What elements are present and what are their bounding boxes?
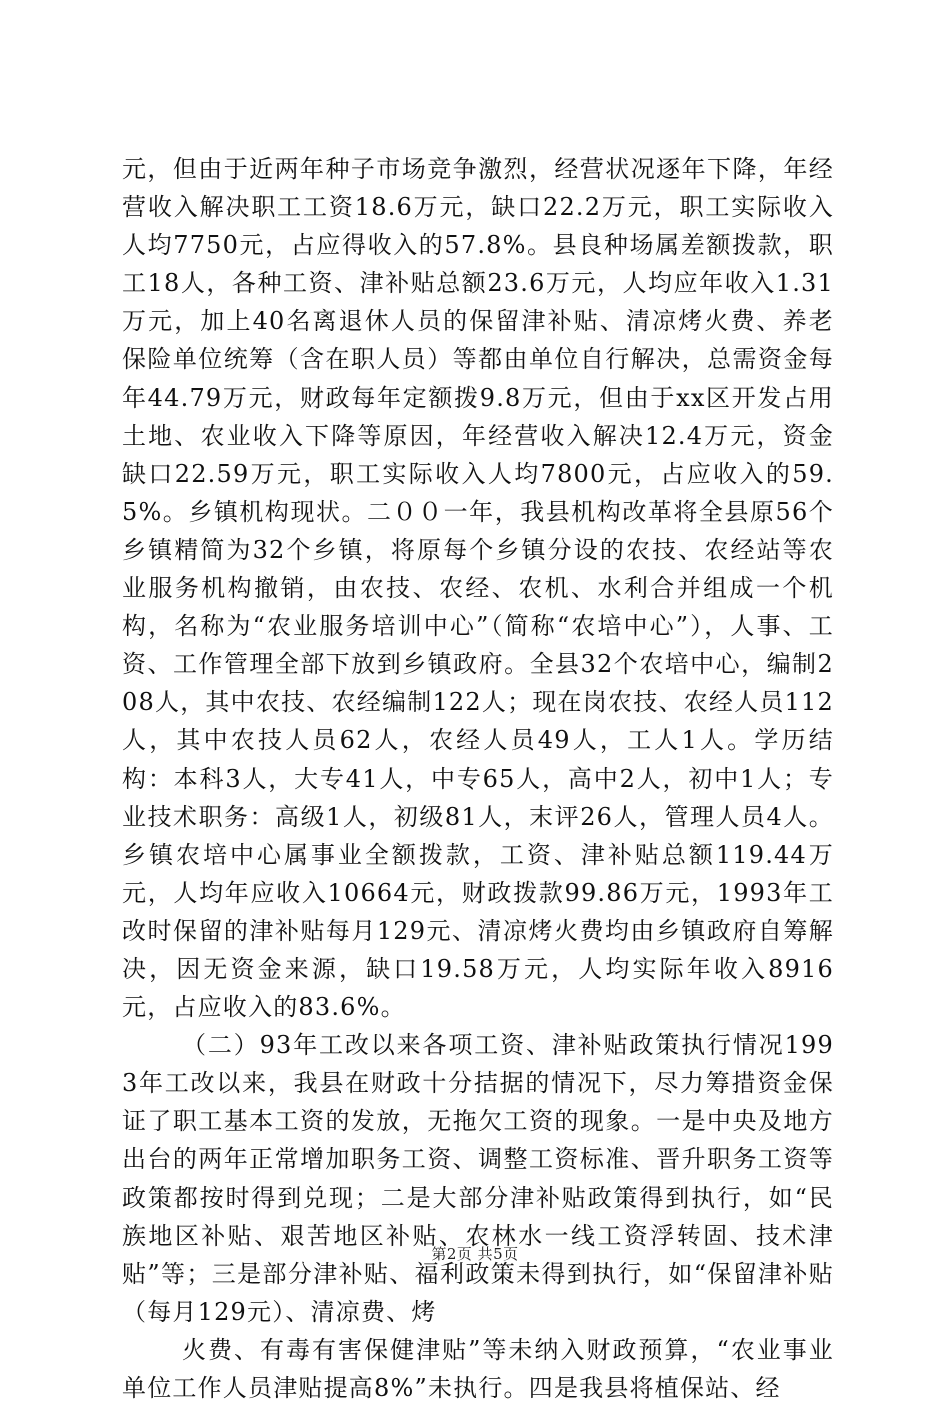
page-footer: 第2页 共5页	[431, 1245, 519, 1263]
body-paragraph-2: （二）93年工改以来各项工资、津补贴政策执行情况1993年工改以来，我县在财政十分拮据的情况下，尽力筹措资金保证了职工基本工资的发放，无拖欠工资的现象。一是中央及地方出台的两年正常增加职务工资、调整工资标准、晋升职务工资等政策都按时得到兑现；二是大部分津补贴政策得到执行，如“民族地区补贴、艰苦地区补贴、农林水一线工资浮转固、技术津贴”等；三是部分津补贴、福利政策未得到执行，如“保留津补贴（每月129元）、清凉费、烤	[122, 1031, 834, 1326]
document-body	[122, 150, 834, 1407]
body-paragraph-3: 火费、有毒有害保健津贴”等未纳入财政预算，“农业事业单位工作人员津贴提高8%”未执行。四是我县将植保站、经	[122, 1335, 834, 1402]
body-paragraph-1: 元，但由于近两年种子市场竞争激烈，经营状况逐年下降，年经营收入解决职工工资18.6万元，缺口22.2万元，职工实际收入人均7750元，占应得收入的57.8%。县良种场属差额拨款，职工18人，各种工资、津补贴总额23.6万元，人均应年收入1.31万元，加上40名离退休人员的保留津补贴、清凉烤火费、养老保险单位统筹（含在职人员）等都由单位自行解决，总需资金每年44.79万元，财政每年定额拨9.8万元，但由于xx区开发占用土地、农业收入下降等原因，年经营收入解决12.4万元，资金缺口22.59万元，职工实际收入人均7800元，占应收入的59.5%。乡镇机构现状。二００一年，我县机构改革将全县原56个乡镇精简为32个乡镇，将原每个乡镇分设的农技、农经站等农业服务机构撤销，由农技、农经、农机、水利合并组成一个机构，名称为“农业服务培训中心”（简称“农培中心”），人事、工资、工作管理全部下放到乡镇政府。全县32个农培中心，编制208人，其中农技、农经编制122人；现在岗农技、农经人员112人，其中农技人员62人，农经人员49人，工人1人。学历结构：本科3人，大专41人，中专65人，高中2人，初中1人；专业技术职务：高级1人，初级81人，末评26人，管理人员4人。乡镇农培中心属事业全额拨款，工资、津补贴总额119.44万元，人均年应收入10664元，财政拨款99.86万元，1993年工改时保留的津补贴每月129元、清凉烤火费均由乡镇政府自筹解决，因无资金来源，缺口19.58万元，人均实际年收入8916元，占应收入的83.6%。	[122, 155, 834, 1022]
